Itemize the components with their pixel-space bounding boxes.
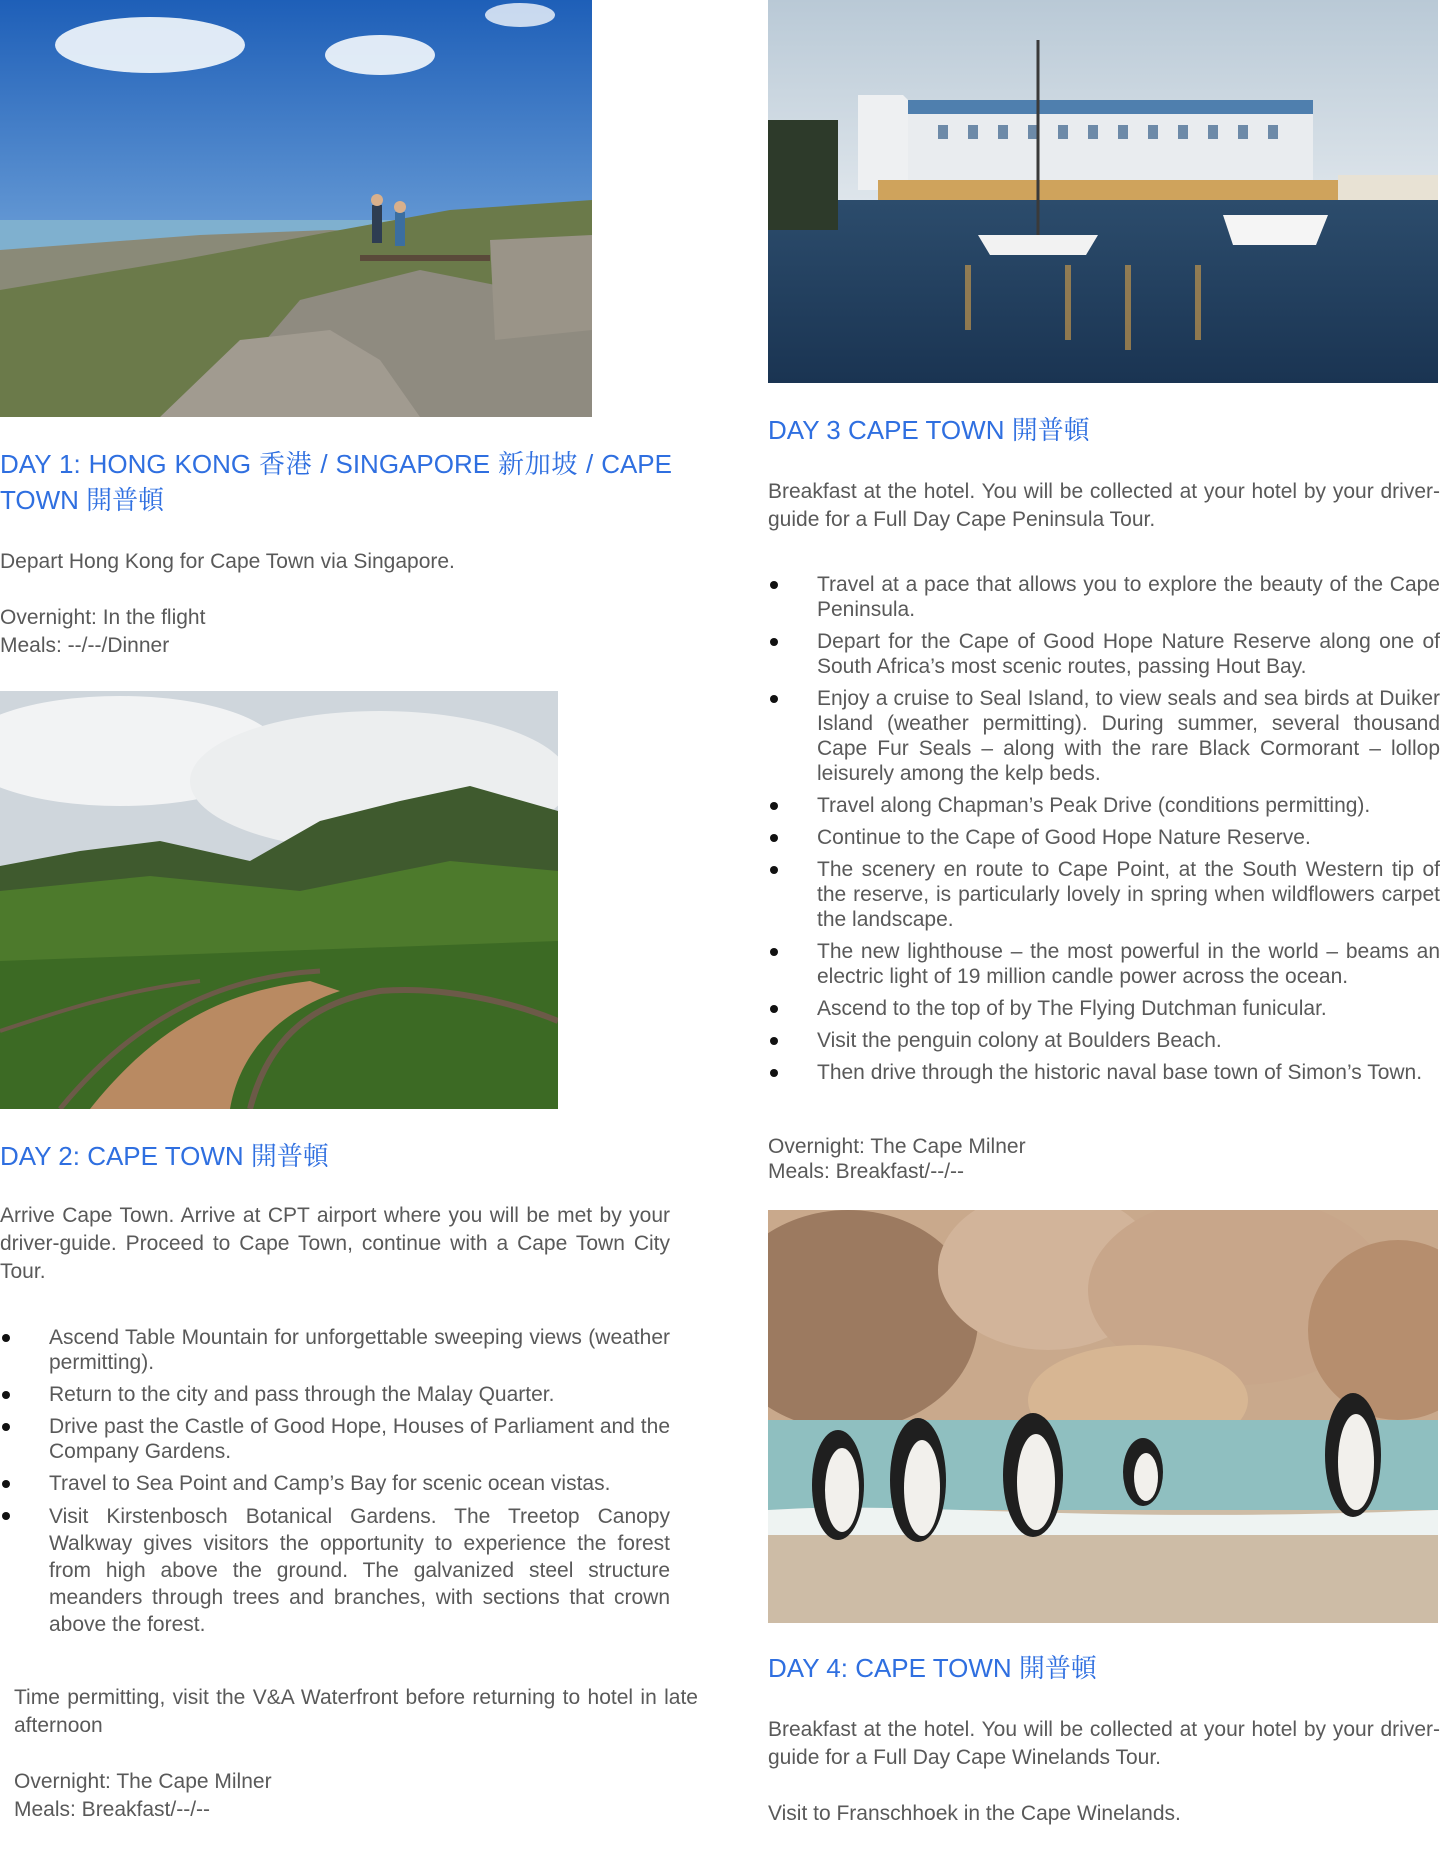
bullet-icon: [2, 1512, 10, 1520]
bullet-icon: [770, 695, 778, 703]
bullet-icon: [770, 802, 778, 810]
list-item: Visit the penguin colony at Boulders Beach.: [768, 1028, 1440, 1053]
day3-overnight: Overnight: The Cape Milner: [768, 1135, 1026, 1158]
bullet-icon: [770, 1005, 778, 1013]
day1-meals: Meals: --/--/Dinner: [0, 634, 170, 657]
list-item: Return to the city and pass through the Malay Quarter.: [0, 1382, 670, 1407]
day1-intro: Depart Hong Kong for Cape Town via Singapore.: [0, 550, 455, 573]
list-item: Then drive through the historic naval base town of Simon’s Town.: [768, 1060, 1440, 1085]
day2-intro: Arrive Cape Town. Arrive at CPT airport where you will be met by your driver-guide. Proceed to Cape Town, continue with a Cape Town City Tour.: [0, 1204, 670, 1283]
list-item: Enjoy a cruise to Seal Island, to view seals and sea birds at Duiker Island (weather permitting). During summer, several thousand Cape Fur Seals – along with the rare Black Cormorant – lollop leisurely among the kelp beds.: [768, 686, 1440, 786]
day2-overnight: Overnight: The Cape Milner: [14, 1770, 272, 1793]
list-item: The new lighthouse – the most powerful in the world – beams an electric light of 19 million candle power across the ocean.: [768, 939, 1440, 989]
bullet-icon: [2, 1480, 10, 1488]
bullet-icon: [770, 638, 778, 646]
day3-intro: Breakfast at the hotel. You will be collected at your hotel by your driver-guide for a Full Day Cape Peninsula Tour.: [768, 480, 1440, 531]
day4-visit: Visit to Franschhoek in the Cape Winelands.: [768, 1802, 1181, 1825]
bullet-icon: [2, 1334, 10, 1342]
bullet-icon: [770, 866, 778, 874]
day2-closing: Time permitting, visit the V&A Waterfront before returning to hotel in late afternoon: [14, 1686, 698, 1737]
day2-bullet-list: [0, 1325, 670, 1645]
list-item: The scenery en route to Cape Point, at the South Western tip of the reserve, is particularly lovely in spring when wildflowers carpet the landscape.: [768, 857, 1440, 932]
bullet-icon: [2, 1391, 10, 1399]
list-item: Depart for the Cape of Good Hope Nature Reserve along one of South Africa’s most scenic routes, passing Hout Bay.: [768, 629, 1440, 679]
day2-meals: Meals: Breakfast/--/--: [14, 1798, 211, 1821]
list-item: Drive past the Castle of Good Hope, Houses of Parliament and the Company Gardens.: [0, 1414, 670, 1464]
day3-heading: DAY 3 CAPE TOWN 開普頓: [768, 415, 1090, 445]
day1-heading: DAY 1: HONG KONG 香港 / SINGAPORE 新加坡 / CAPE TOWN 開普頓: [0, 449, 672, 515]
day4-heading: DAY 4: CAPE TOWN 開普頓: [768, 1653, 1097, 1683]
bullet-icon: [770, 948, 778, 956]
bullet-icon: [770, 834, 778, 842]
list-item: Visit Kirstenbosch Botanical Gardens. The Treetop Canopy Walkway gives visitors the opportunity to experience the forest from high above the ground. The galvanized steel structure meanders through trees and branches, with sections that crown above the forest.: [0, 1503, 670, 1638]
day3-bullet-list: [768, 572, 1440, 1092]
bullet-icon: [770, 1069, 778, 1077]
waterfront-hotel-photo: [768, 0, 1438, 383]
bullet-icon: [770, 1037, 778, 1045]
list-item: Travel at a pace that allows you to explore the beauty of the Cape Peninsula.: [768, 572, 1440, 622]
boulders-penguins-photo: [768, 1210, 1438, 1623]
day2-heading: DAY 2: CAPE TOWN 開普頓: [0, 1141, 329, 1171]
list-item: Ascend to the top of by The Flying Dutchman funicular.: [768, 996, 1440, 1021]
day4-intro: Breakfast at the hotel. You will be collected at your hotel by your driver-guide for a Full Day Cape Winelands Tour.: [768, 1718, 1440, 1769]
list-item: Continue to the Cape of Good Hope Nature Reserve.: [768, 825, 1440, 850]
bullet-icon: [2, 1423, 10, 1431]
day1-overnight: Overnight: In the flight: [0, 606, 206, 629]
list-item: Travel along Chapman’s Peak Drive (conditions permitting).: [768, 793, 1440, 818]
kirstenbosch-walkway-photo: [0, 691, 558, 1109]
list-item: Travel to Sea Point and Camp’s Bay for scenic ocean vistas.: [0, 1471, 670, 1496]
list-item: Ascend Table Mountain for unforgettable sweeping views (weather permitting).: [0, 1325, 670, 1375]
bullet-icon: [770, 581, 778, 589]
day3-meals: Meals: Breakfast/--/--: [768, 1160, 965, 1183]
table-mountain-photo: [0, 0, 592, 417]
